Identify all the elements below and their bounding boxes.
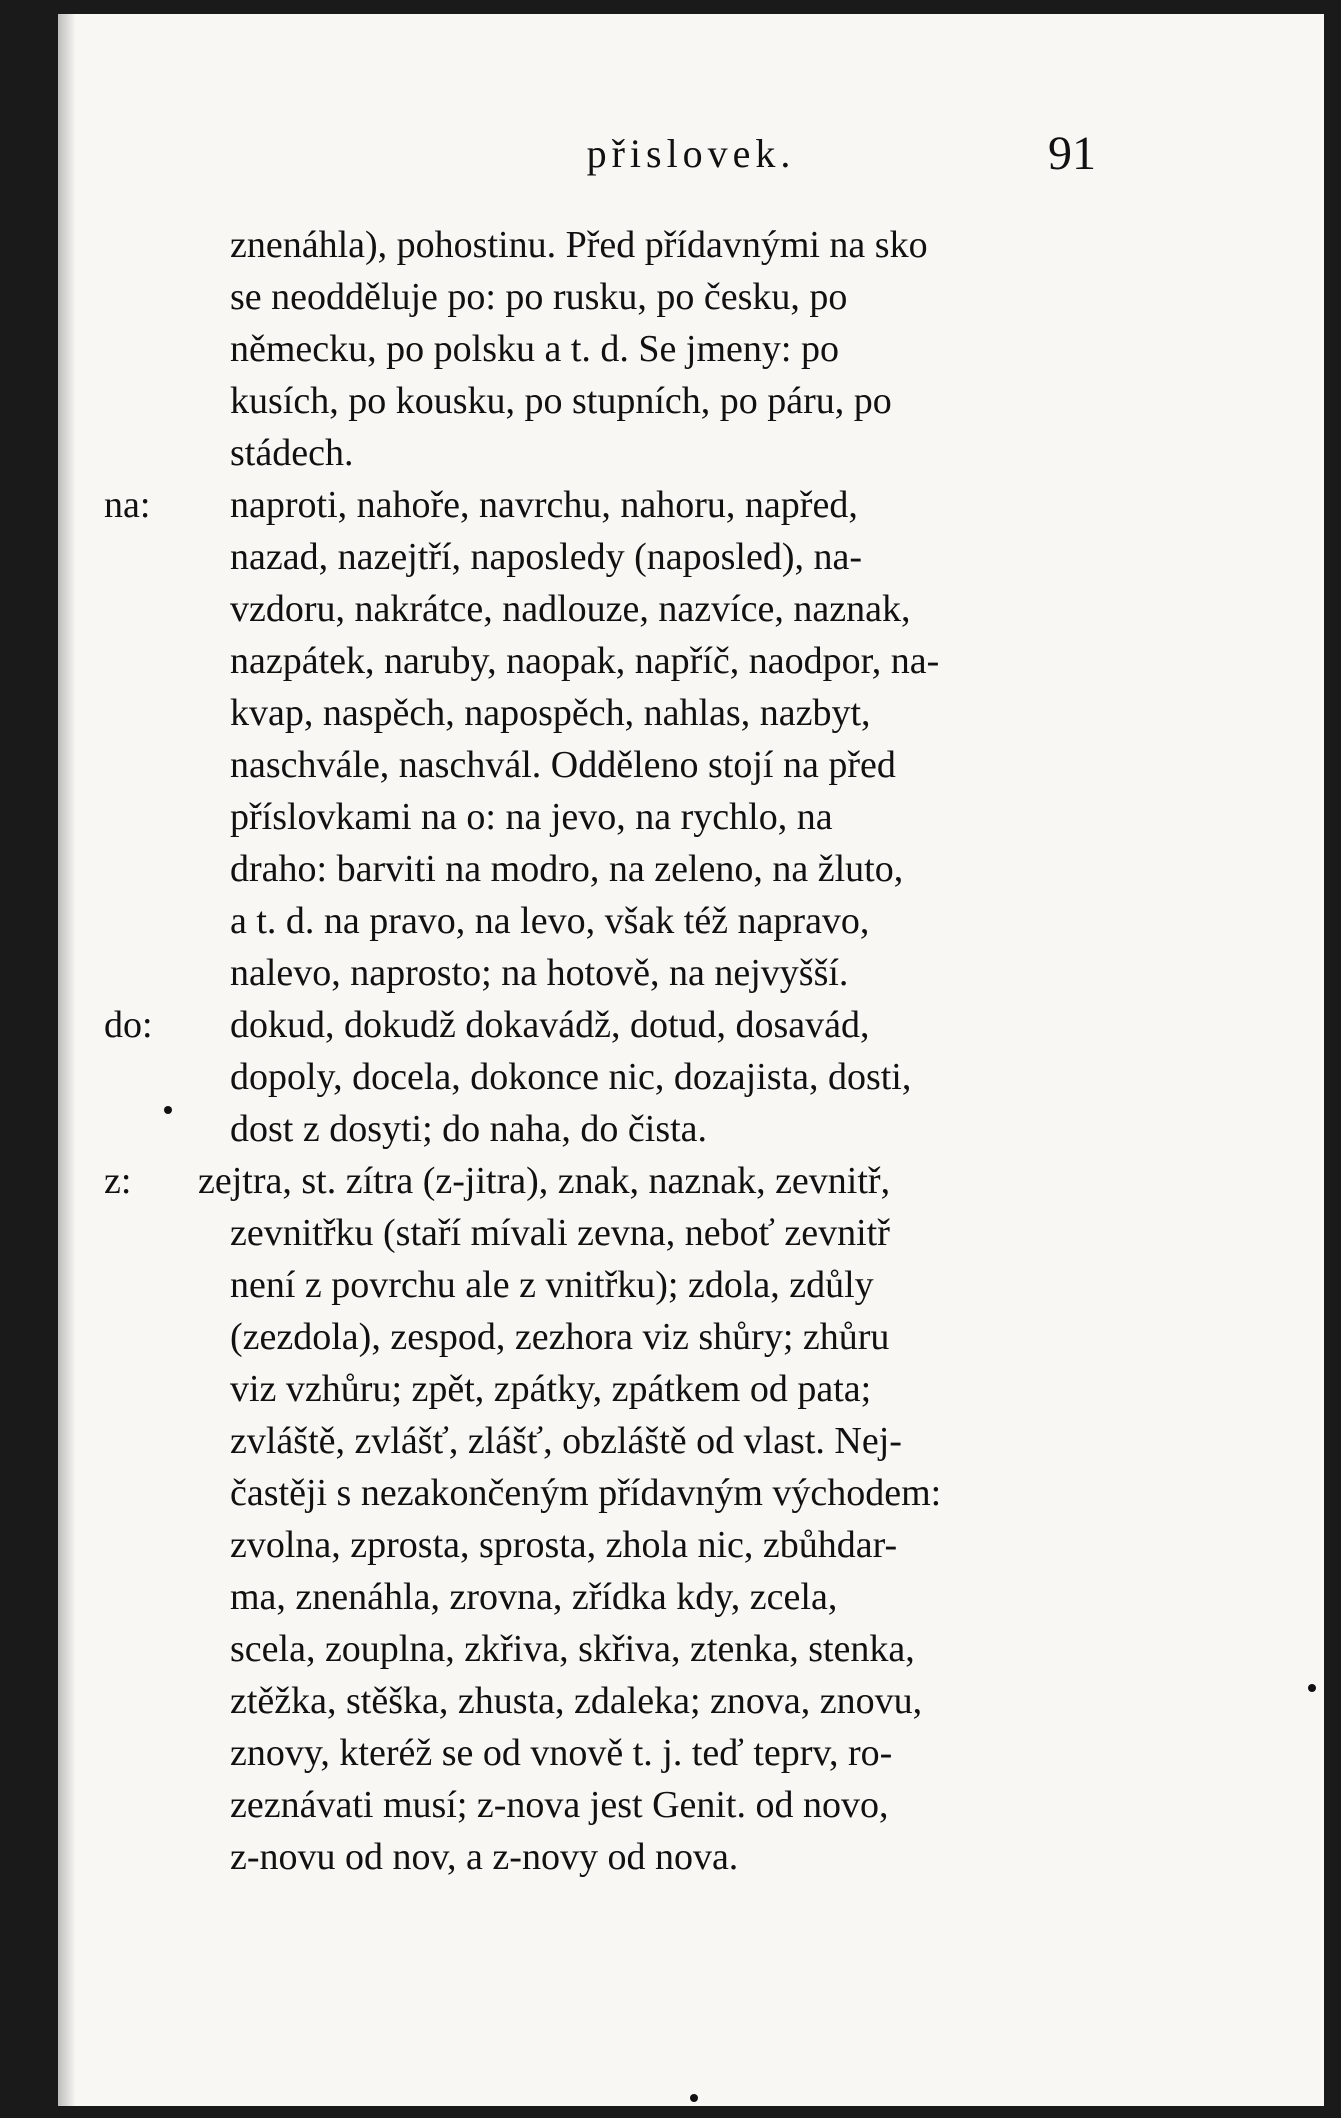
text-line: kvap, naspěch, napospěch, nahlas, nazbyt, — [230, 692, 871, 734]
text-line: zejtra, st. zítra (z-jitra), znak, naznak, zevnitř, — [198, 1160, 891, 1202]
text-line: nalevo, naprosto; na hotově, na nejvyšší. — [230, 952, 849, 994]
text-line: a t. d. na pravo, na levo, však též napravo, — [230, 900, 870, 942]
text-line: draho: barviti na modro, na zeleno, na žluto, — [230, 848, 904, 890]
text-line: naproti, nahoře, navrchu, nahoru, napřed, — [230, 484, 858, 526]
text-line: dopoly, docela, dokonce nic, dozajista, dosti, — [230, 1056, 912, 1098]
text-line: dokud, dokudž dokavádž, dotud, dosavád, — [230, 1004, 870, 1046]
text-line: vzdoru, nakrátce, nadlouze, nazvíce, naznak, — [230, 588, 911, 630]
text-line: zvolna, zprosta, sprosta, zhola nic, zbůhdar- — [230, 1524, 898, 1566]
text-line: znovy, kteréž se od vnově t. j. teď teprv, ro- — [230, 1732, 893, 1774]
section-label-na: na: — [104, 484, 151, 526]
text-line: zevnitřku (staří mívali zevna, neboť zevnitř — [230, 1212, 890, 1254]
book-page — [58, 14, 1324, 2106]
text-line: ma, znenáhla, zrovna, zřídka kdy, zcela, — [230, 1576, 838, 1618]
text-line: zeznávati musí; z-nova jest Genit. od novo, — [230, 1784, 889, 1826]
text-line: kusích, po kousku, po stupních, po páru, po — [230, 380, 892, 422]
text-line: zvláště, zvlášť, zlášť, obzláště od vlast. Nej- — [230, 1420, 902, 1462]
section-label-z: z: — [104, 1160, 132, 1202]
text-line: častěji s nezakončeným přídavným východem: — [230, 1472, 942, 1514]
text-line: stádech. — [230, 432, 354, 474]
text-line: příslovkami na o: na jevo, na rychlo, na — [230, 796, 833, 838]
margin-dot — [1308, 1684, 1316, 1692]
text-line: z-novu od nov, a z-novy od nova. — [230, 1836, 739, 1878]
text-line: se neodděluje po: po rusku, po česku, po — [230, 276, 848, 318]
bullet-dot — [164, 1106, 172, 1114]
text-line: naschvále, naschvál. Odděleno stojí na před — [230, 744, 896, 786]
section-label-do: do: — [104, 1004, 153, 1046]
bottom-dot — [690, 2094, 698, 2102]
text-line: není z povrchu ale z vnitřku); zdola, zdůly — [230, 1264, 874, 1306]
running-header: přislovek. — [586, 131, 796, 176]
text-line: scela, zouplna, zkřiva, skřiva, ztenka, stenka, — [230, 1628, 915, 1670]
text-line: nazad, nazejtří, naposledy (naposled), na- — [230, 536, 863, 578]
text-line: ztěžka, stěška, zhusta, zdaleka; znova, znovu, — [230, 1680, 923, 1722]
text-line: dost z dosyti; do naha, do čista. — [230, 1108, 708, 1150]
text-line: (zezdola), zespod, zezhora viz shůry; zhůru — [230, 1316, 890, 1358]
page-gutter-shadow — [58, 14, 76, 2106]
page-number: 91 — [1048, 127, 1096, 180]
text-line: znenáhla), pohostinu. Před přídavnými na sko — [230, 224, 928, 266]
text-line: německu, po polsku a t. d. Se jmeny: po — [230, 328, 839, 370]
text-line: viz vzhůru; zpět, zpátky, zpátkem od pata; — [230, 1368, 872, 1410]
text-line: nazpátek, naruby, naopak, napříč, naodpor, na- — [230, 640, 940, 682]
